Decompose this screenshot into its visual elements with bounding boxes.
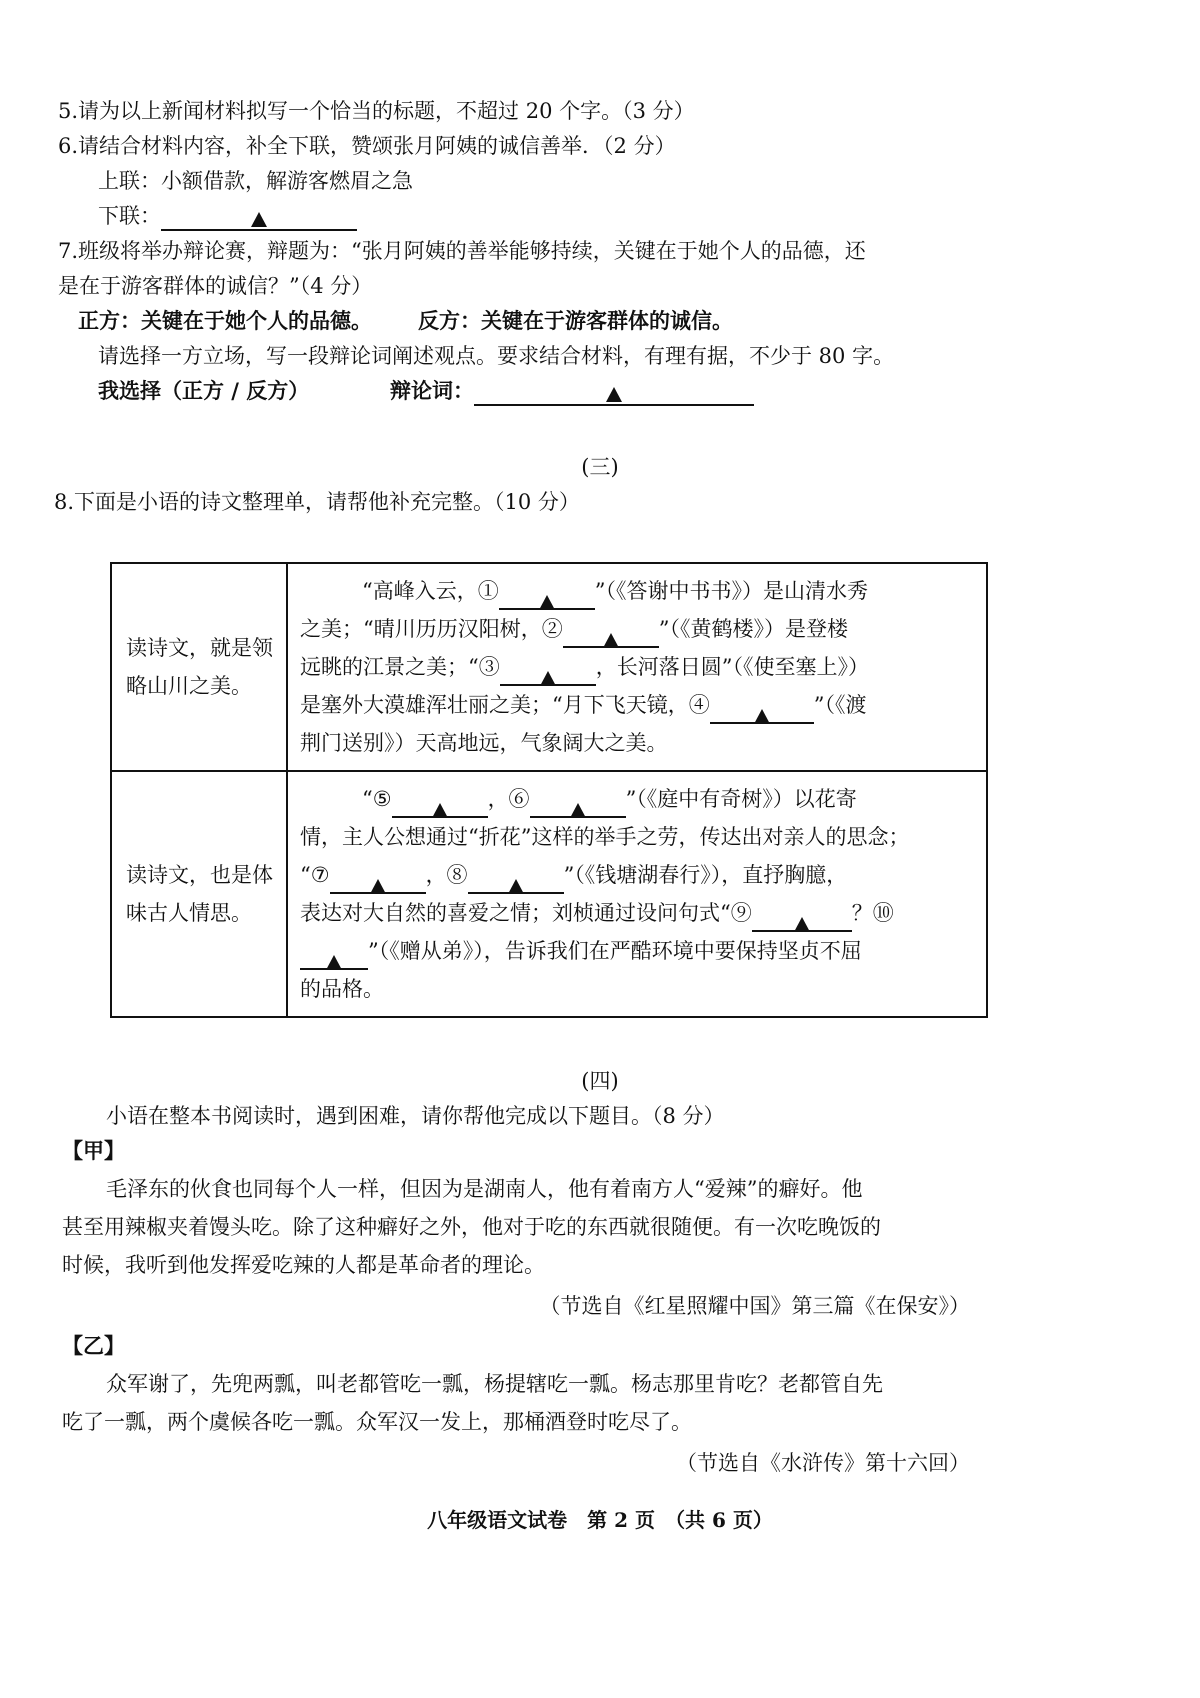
poetry-sheet-table <box>110 562 988 1018</box>
upper-couplet: 上联：小额借款，解游客燃眉之急 <box>98 169 413 193</box>
row-2-label: 读诗文，也是体味古人情思。 <box>111 771 287 1017</box>
triangle-marker-icon <box>754 709 770 724</box>
pro-side: 正方：关键在于她个人的品德。 <box>78 308 372 333</box>
section-3-heading: (三) <box>581 455 619 479</box>
question-7-line-2: 是在于游客群体的诚信？”（4 分） <box>58 274 373 298</box>
triangle-marker-icon <box>794 917 810 932</box>
debate-blank[interactable] <box>474 380 754 406</box>
row-2-content: “⑤ ，⑥ ”（《庭中有奇树》）以花寄 情，主人公想通过“折花”这样的举手之劳，传达出对亲人的思念； “⑦ ，⑧ ”（《钱塘湖春行》），直抒胸臆， 表达对大自然的喜爱之情；刘桢通过设问句式“⑨ ？⑩ ”（《赠从弟》），告诉我们在严酷环境中要保持坚贞不屈 的品格。 <box>287 771 987 1017</box>
lower-couplet <box>98 201 357 231</box>
triangle-marker-icon <box>370 879 386 894</box>
blank-3[interactable] <box>500 660 596 686</box>
table-row <box>111 771 987 1017</box>
side-choice: 我选择（正方 / 反方） <box>98 378 310 403</box>
triangle-marker-icon <box>539 595 555 610</box>
triangle-marker-icon <box>540 671 556 686</box>
triangle-marker-icon <box>326 955 342 970</box>
section-4-intro: 小语在整本书阅读时，遇到困难，请你帮他完成以下题目。（8 分） <box>106 1104 725 1128</box>
triangle-marker-icon <box>603 633 619 648</box>
page-footer: 八年级语文试卷 第 2 页 （共 6 页） <box>427 1508 773 1532</box>
yi-source: （节选自《水浒传》第十六回） <box>676 1451 970 1475</box>
blank-8[interactable] <box>468 868 564 894</box>
yi-line-2: 吃了一瓢，两个虞候各吃一瓢。众军汉一发上，那桶酒登时吃尽了。 <box>62 1410 692 1434</box>
debate-label: 辩论词： <box>390 378 474 403</box>
blank-4[interactable] <box>710 698 814 724</box>
jia-label: 【甲】 <box>62 1138 125 1163</box>
con-side: 反方：关键在于游客群体的诚信。 <box>418 308 733 333</box>
blank-9[interactable] <box>752 906 852 932</box>
lower-couplet-blank[interactable] <box>161 205 357 231</box>
yi-line-1: 众军谢了，先兜两瓢，叫老都管吃一瓢，杨提辖吃一瓢。杨志那里肯吃？老都管自先 <box>106 1372 883 1396</box>
row-1-label: 读诗文，就是领略山川之美。 <box>111 563 287 771</box>
section-4-heading: (四) <box>581 1069 619 1093</box>
question-7-line-1: 7.班级将举办辩论赛，辩题为：“张月阿姨的善举能够持续，关键在于她个人的品德，还 <box>58 239 866 263</box>
jia-line-3: 时候，我听到他发挥爱吃辣的人都是革命者的理论。 <box>62 1253 545 1277</box>
row-1-content: “高峰入云，① ”（《答谢中书书》）是山清水秀 之美；“晴川历历汉阳树，② ”（《黄鹤楼》）是登楼 远眺的江景之美；“③ ，长河落日圆”（《使至塞上》） 是塞外大漠雄浑壮丽之美；“月下飞天镜，④ ”（《渡 荆门送别》）天高地远，气象阔大之美。 <box>287 563 987 771</box>
debate-text <box>390 376 754 406</box>
blank-1[interactable] <box>499 584 595 610</box>
triangle-marker-icon <box>432 803 448 818</box>
triangle-marker-icon <box>508 879 524 894</box>
triangle-marker-icon <box>570 803 586 818</box>
yi-label: 【乙】 <box>62 1333 125 1358</box>
blank-5[interactable] <box>392 792 488 818</box>
jia-source: （节选自《红星照耀中国》第三篇《在保安》） <box>539 1294 970 1318</box>
question-6: 6.请结合材料内容，补全下联，赞颂张月阿姨的诚信善举．（2 分） <box>58 134 676 158</box>
triangle-marker-icon <box>606 387 622 402</box>
blank-6[interactable] <box>530 792 626 818</box>
blank-10[interactable] <box>300 944 368 970</box>
question-7-instruction: 请选择一方立场，写一段辩论词阐述观点。要求结合材料，有理有据，不少于 80 字。 <box>98 344 895 368</box>
question-8: 8.下面是小语的诗文整理单，请帮他补充完整。（10 分） <box>54 490 580 514</box>
blank-2[interactable] <box>563 622 659 648</box>
table-row <box>111 563 987 771</box>
blank-7[interactable] <box>330 868 426 894</box>
lower-couplet-label: 下联： <box>98 204 161 228</box>
question-5: 5.请为以上新闻材料拟写一个恰当的标题，不超过 20 个字。（3 分） <box>58 99 695 123</box>
jia-line-1: 毛泽东的伙食也同每个人一样，但因为是湖南人，他有着南方人“爱辣”的癖好。他 <box>106 1177 863 1201</box>
jia-line-2: 甚至用辣椒夹着馒头吃。除了这种癖好之外，他对于吃的东西就很随便。有一次吃晚饭的 <box>62 1215 881 1239</box>
triangle-marker-icon <box>251 212 267 227</box>
